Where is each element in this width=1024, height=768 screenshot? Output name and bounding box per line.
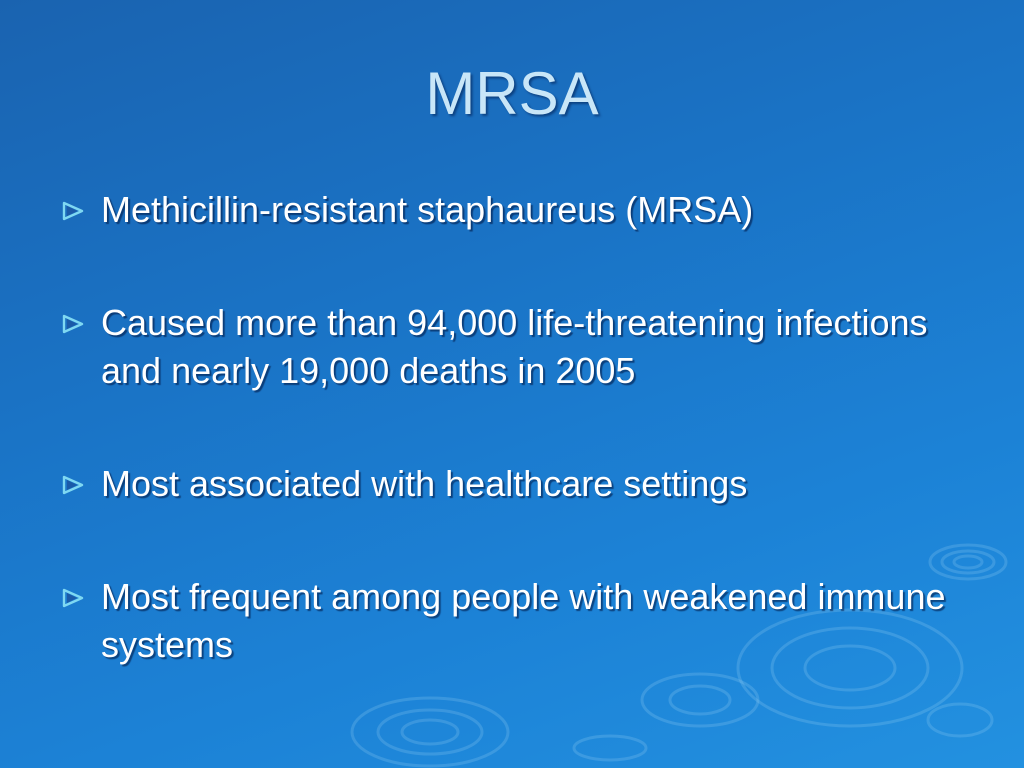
- bullet-item: [62, 186, 962, 234]
- bullet-item: [62, 460, 962, 508]
- chevron-arrow-icon: [62, 314, 84, 334]
- bullet-text: Caused more than 94,000 life-threatening infections and nearly 19,000 deaths in 2005: [101, 302, 928, 391]
- chevron-arrow-icon: [62, 475, 84, 495]
- bullet-item: [62, 573, 962, 669]
- bullet-list: [62, 186, 962, 734]
- chevron-arrow-icon: [62, 201, 84, 221]
- bullet-item: [62, 299, 962, 395]
- bullet-text: Methicillin-resistant staphaureus (MRSA): [101, 189, 754, 230]
- slide-title: MRSA: [425, 60, 599, 127]
- bullet-text: Most associated with healthcare settings: [101, 463, 748, 504]
- chevron-arrow-icon: [62, 588, 84, 608]
- bullet-text: Most frequent among people with weakened immune systems: [101, 576, 946, 665]
